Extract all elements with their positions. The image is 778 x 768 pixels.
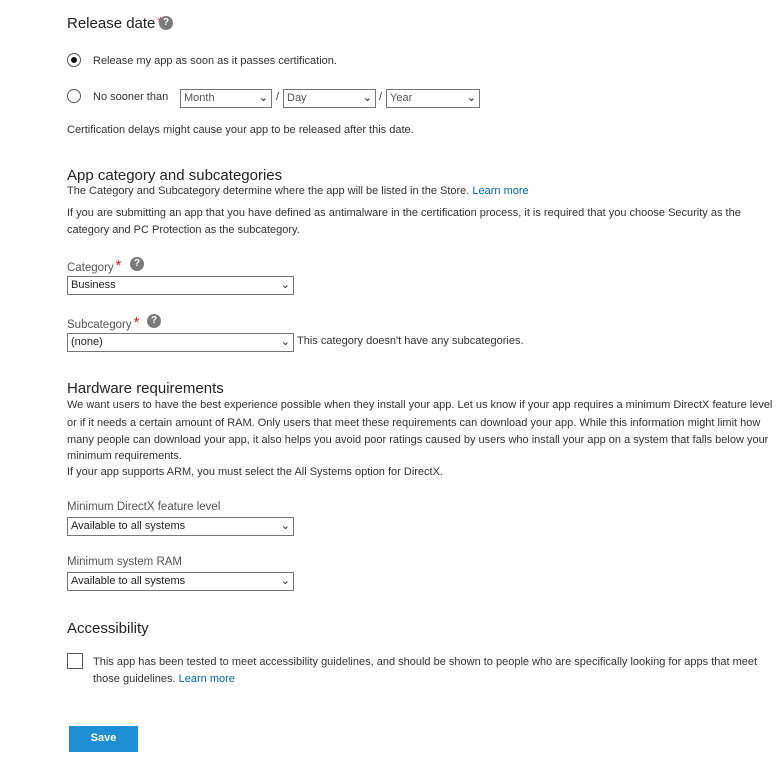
day-select-value: Day — [287, 92, 307, 104]
radio-no-sooner-than[interactable] — [67, 89, 81, 103]
hardware-section-title: Hardware requirements — [67, 380, 224, 397]
subcategory-label-text: Subcategory — [67, 319, 132, 331]
month-select[interactable] — [180, 89, 272, 108]
accessibility-section-title: Accessibility — [67, 620, 149, 637]
ram-label: Minimum system RAM — [67, 556, 183, 568]
accessibility-text-line-2-text: those guidelines. — [93, 673, 176, 685]
certification-note: Certification delays might cause your app to be released after this date. — [67, 124, 414, 136]
chevron-down-icon: ⌄ — [280, 575, 290, 587]
month-select-value: Month — [184, 92, 215, 104]
category-label-text: Category — [67, 262, 114, 274]
category-select-value: Business — [71, 279, 116, 291]
hardware-description-line-4: minimum requirements. — [67, 450, 182, 462]
subcategory-label — [67, 315, 139, 332]
release-date-title: Release date — [67, 15, 156, 32]
save-button[interactable]: Save — [69, 726, 138, 752]
help-icon[interactable]: ? — [130, 257, 144, 271]
ram-select-value: Available to all systems — [71, 575, 186, 587]
release-date-heading — [67, 15, 163, 32]
antimalware-note-line-2: category and PC Protection as the subcategory. — [67, 224, 300, 236]
date-separator: / — [276, 91, 280, 103]
day-select[interactable] — [283, 89, 376, 108]
arm-note: If your app supports ARM, you must select the All Systems option for DirectX. — [67, 466, 443, 478]
category-label — [67, 258, 122, 275]
directx-select-value: Available to all systems — [71, 520, 186, 532]
directx-select[interactable] — [67, 517, 294, 536]
date-separator: / — [379, 91, 383, 103]
learn-more-link[interactable]: Learn more — [472, 185, 529, 197]
help-icon[interactable]: ? — [159, 16, 173, 30]
required-marker: * — [133, 314, 140, 331]
chevron-down-icon: ⌄ — [258, 92, 268, 104]
year-select-value: Year — [390, 92, 413, 104]
accessibility-checkbox[interactable] — [67, 653, 83, 669]
hardware-description-line-3: many people can download your app, it also helps you avoid poor ratings caused by users who install your app on a system that falls below your — [67, 434, 769, 446]
chevron-down-icon: ⌄ — [280, 520, 290, 532]
directx-label: Minimum DirectX feature level — [67, 501, 221, 513]
help-icon[interactable]: ? — [147, 314, 161, 328]
subcategory-select-value: (none) — [71, 336, 103, 348]
radio-release-asap[interactable] — [67, 53, 81, 67]
category-select[interactable] — [67, 276, 294, 295]
category-section-title: App category and subcategories — [67, 167, 283, 184]
antimalware-note-line-1: If you are submitting an app that you have defined as antimalware in the certification process, it is required that you choose Security as the — [67, 207, 741, 219]
category-description-text: The Category and Subcategory determine where the app will be listed in the Store. — [67, 185, 470, 197]
chevron-down-icon: ⌄ — [280, 279, 290, 291]
hardware-description-line-1: We want users to have the best experience possible when they install your app. Let us know if your app requires a minimum DirectX feature level — [67, 399, 773, 411]
chevron-down-icon: ⌄ — [362, 92, 372, 104]
learn-more-link[interactable]: Learn more — [178, 673, 235, 685]
hardware-description-line-2: or if it needs a certain amount of RAM. Only users that meet these requirements can download your app. While this information might limit how — [67, 417, 761, 429]
required-marker: * — [115, 257, 122, 274]
accessibility-text-line-2 — [93, 670, 235, 689]
chevron-down-icon: ⌄ — [466, 92, 476, 104]
category-description — [67, 182, 529, 201]
release-asap-label: Release my app as soon as it passes certification. — [93, 55, 337, 67]
accessibility-text-line-1: This app has been tested to meet accessibility guidelines, and should be shown to people who are specifically looking for apps that meet — [93, 656, 758, 668]
year-select[interactable] — [386, 89, 480, 108]
no-sooner-label: No sooner than — [93, 91, 169, 103]
ram-select[interactable] — [67, 572, 294, 591]
subcategory-select[interactable] — [67, 333, 294, 352]
chevron-down-icon: ⌄ — [280, 336, 290, 348]
subcategory-note: This category doesn't have any subcategories. — [297, 335, 524, 347]
